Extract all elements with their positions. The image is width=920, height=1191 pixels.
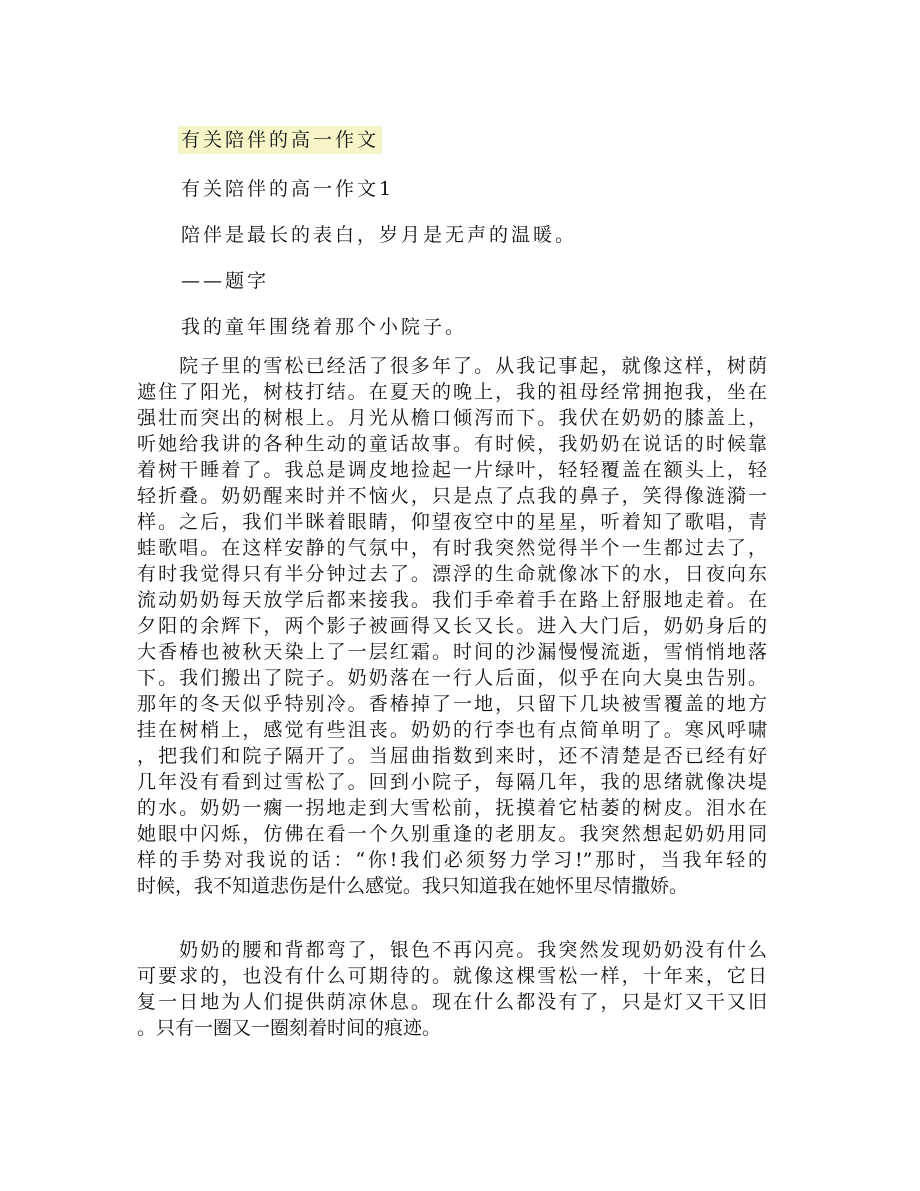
paragraph-line: 强壮而突出的树根上。月光从檐口倾泻而下。我伏在奶奶的膝盖上， bbox=[137, 407, 767, 429]
paragraph-1 bbox=[137, 353, 767, 899]
paragraph-line: 流动奶奶每天放学后都来接我。我们手牵着手在路上舒服地走着。在 bbox=[137, 589, 767, 611]
paragraph-line: 那年的冬天似乎特别冷。香椿掉了一地，只留下几块被雪覆盖的地方 bbox=[137, 693, 767, 715]
paragraph-line: 时候，我不知道悲伤是什么感觉。我只知道我在她怀里尽情撒娇。 bbox=[137, 875, 689, 897]
paragraph-2 bbox=[137, 937, 767, 1041]
paragraph-line: 样。之后，我们半眯着眼睛，仰望夜空中的星星，听着知了歌唱，青 bbox=[137, 511, 767, 533]
paragraph-line: 蛙歌唱。在这样安静的气氛中，有时我突然觉得半个一生都过去了， bbox=[137, 537, 767, 559]
paragraph-line: 下。我们搬出了院子。奶奶落在一行人后面，似乎在向大臭虫告别。 bbox=[137, 667, 767, 689]
paragraph-line: 几年没有看到过雪松了。回到小院子，每隔几年，我的思绪就像决堤 bbox=[137, 771, 767, 793]
paragraph-line: 可要求的，也没有什么可期待的。就像这棵雪松一样，十年来，它日 bbox=[137, 965, 767, 987]
paragraph-line: 院子里的雪松已经活了很多年了。从我记事起，就像这样，树荫 bbox=[137, 355, 767, 377]
epigraph-attribution: ——题字 bbox=[181, 270, 270, 292]
paragraph-line: 大香椿也被秋天染上了一层红霜。时间的沙漏慢慢流逝，雪悄悄地落 bbox=[137, 641, 767, 663]
document-title: 有关陪伴的高一作文 bbox=[178, 126, 382, 154]
paragraph-line: 复一日地为人们提供荫凉休息。现在什么都没有了，只是灯又干又旧 bbox=[137, 991, 767, 1013]
paragraph-line: 有时我觉得只有半分钟过去了。漂浮的生命就像冰下的水，日夜向东 bbox=[137, 563, 767, 585]
intro-line: 我的童年围绕着那个小院子。 bbox=[181, 316, 468, 338]
paragraph-line: 的水。奶奶一瘸一拐地走到大雪松前，抚摸着它枯萎的树皮。泪水在 bbox=[137, 797, 767, 819]
paragraph-line: 着树干睡着了。我总是调皮地捡起一片绿叶，轻轻覆盖在额头上，轻 bbox=[137, 459, 767, 481]
epigraph: 陪伴是最长的表白，岁月是无声的温暖。 bbox=[181, 224, 578, 246]
paragraph-line: 奶奶的腰和背都弯了，银色不再闪亮。我突然发现奶奶没有什么 bbox=[137, 939, 767, 961]
paragraph-line: ，把我们和院子隔开了。当屈曲指数到来时，还不清楚是否已经有好 bbox=[137, 745, 767, 767]
paragraph-line: 听她给我讲的各种生动的童话故事。有时候，我奶奶在说话的时候靠 bbox=[137, 433, 767, 455]
paragraph-line: 轻折叠。奶奶醒来时并不恼火，只是点了点我的鼻子，笑得像涟漪一 bbox=[137, 485, 767, 507]
paragraph-line: 挂在树梢上，感觉有些沮丧。奶奶的行李也有点简单明了。寒风呼啸 bbox=[137, 719, 767, 741]
paragraph-line: 她眼中闪烁，仿佛在看一个久别重逢的老朋友。我突然想起奶奶用同 bbox=[137, 823, 767, 845]
paragraph-line: 遮住了阳光，树枝打结。在夏天的晚上，我的祖母经常拥抱我，坐在 bbox=[137, 381, 767, 403]
paragraph-line: 夕阳的余辉下，两个影子被画得又长又长。进入大门后，奶奶身后的 bbox=[137, 615, 767, 637]
paragraph-line: 样的手势对我说的话：“你!我们必须努力学习!”那时，当我年轻的 bbox=[137, 849, 767, 871]
paragraph-line: 。只有一圈又一圈刻着时间的痕迹。 bbox=[137, 1017, 442, 1039]
document-subtitle: 有关陪伴的高一作文1 bbox=[181, 178, 395, 200]
